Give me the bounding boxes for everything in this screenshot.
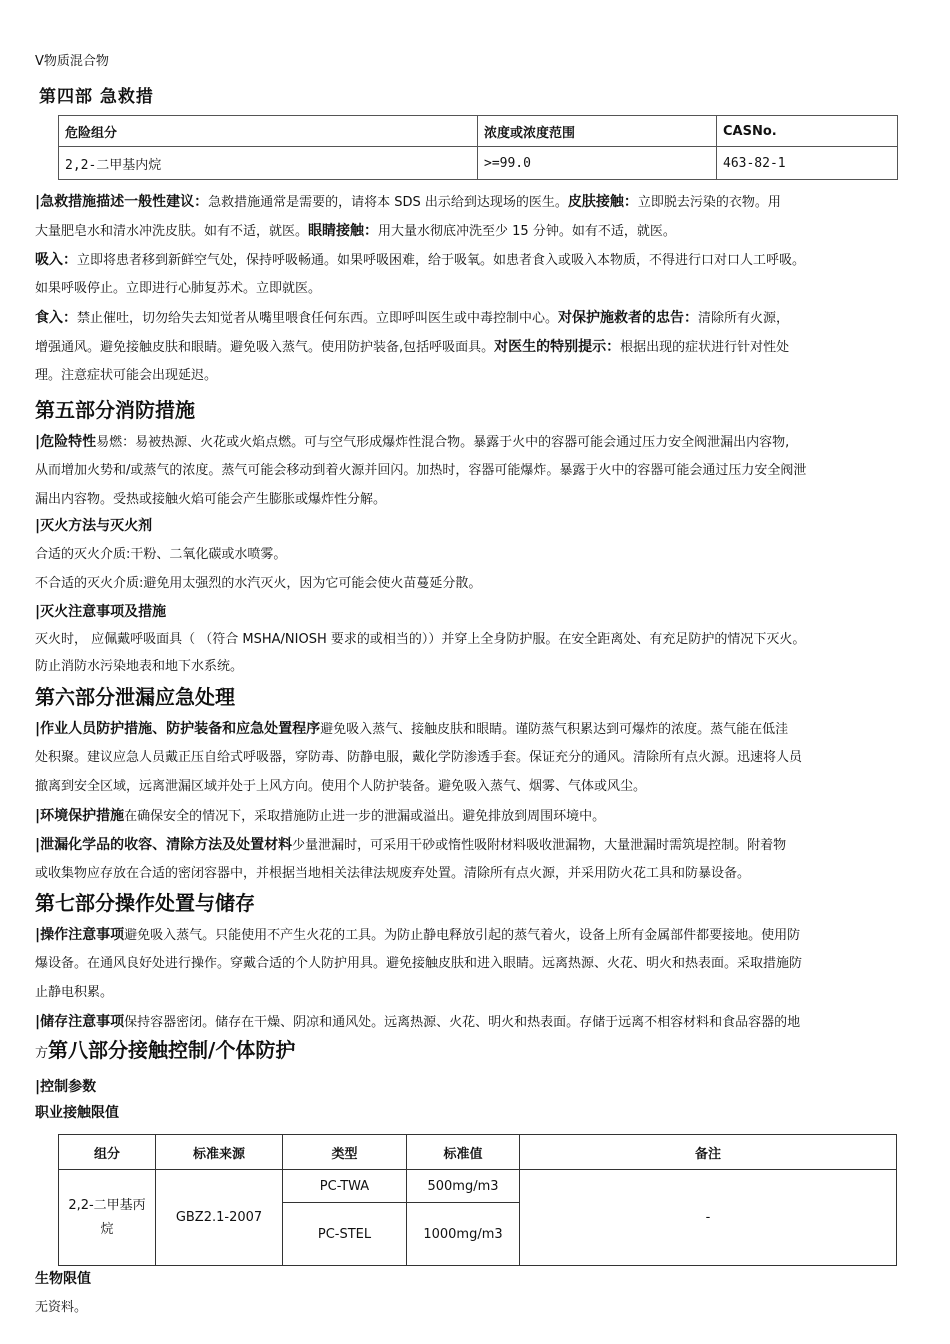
text-run: 爆设备。在通风良好处进行操作。穿戴合适的个人防护用具。避免接触皮肤和进入眼睛。远离热源、火花、明火和热表面。采取措施防	[35, 956, 803, 971]
paragraph-line	[35, 983, 113, 1003]
firefight-title: |灭火注意事项及措施	[35, 604, 167, 620]
table-row	[59, 1170, 897, 1203]
table-cell: 2,2-二甲基内烷	[59, 147, 478, 180]
text-run: 增强通风。避免接触皮肤和眼睛。避免吸入蒸气。使用防护装备,包括呼吸面具。	[35, 340, 495, 355]
text-run: 根据出现的症状进行针对性处	[620, 340, 790, 355]
text-run: 清除所有火源，	[698, 311, 790, 326]
part8-heading	[35, 1037, 295, 1064]
part8-title: 第八部分接触控制/个体防护	[48, 1038, 296, 1062]
paragraph-line	[35, 806, 605, 827]
text-run: 如果呼吸停止。立即进行心肺复苏术。立即就医。	[35, 281, 322, 296]
text-run: 漏出内容物。受热或接触火焰可能会产生膨胀或爆炸性分解。	[35, 492, 387, 507]
firefight-line: 防止消防水污染地表和地下水系统。	[35, 659, 244, 674]
table-header-row	[59, 1135, 897, 1170]
table-header-cell: 危险组分	[59, 116, 478, 147]
text-run: 急救措施通常是需要的，请将本 SDS 出示给到达现场的医生。	[208, 195, 568, 210]
paragraph-line	[35, 777, 646, 797]
part4-title: 第四部 急救措	[39, 87, 154, 107]
composition-table	[58, 115, 898, 180]
text-run: 处积聚。建议应急人员戴正压自给式呼吸器，穿防毒、防静电服，戴化学防渗透手套。保证充分的通风。清除所有点火源。迅速将人员	[35, 750, 803, 765]
text-run: 避免吸入蒸气、接触皮肤和眼睛。谨防蒸气积累达到可爆炸的浓度。蒸气能在低洼	[320, 722, 789, 737]
part8-prefix: 方	[35, 1046, 49, 1061]
table-header-cell: 类型	[283, 1135, 407, 1170]
table-header-cell: 标准值	[407, 1135, 520, 1170]
text-run: 禁止催吐，切勿给失去知觉者从嘴里喂食任何东西。立即呼叫医生或中毒控制中心。	[77, 311, 559, 326]
table-header-cell: CASNo.	[717, 116, 898, 147]
bold-label: 对医生的特别提示：	[494, 339, 621, 355]
table-header-cell: 组分	[59, 1135, 156, 1170]
bold-label: |急救措施描述一般性建议：	[35, 194, 209, 210]
table-cell: PC-TWA	[283, 1170, 407, 1203]
paragraph-line	[35, 366, 217, 386]
paragraph-line	[35, 337, 789, 358]
text-run: 大量肥皂水和清水冲洗皮肤。如有不适，就医。	[35, 224, 309, 239]
paragraph-line	[35, 221, 676, 242]
table-cell: >=99.0	[478, 147, 717, 180]
text-run: 理。注意症状可能会出现延迟。	[35, 368, 218, 383]
bold-label: 吸入：	[35, 252, 77, 268]
text-run: 易燃：易被热源、火花或火焰点燃。可与空气形成爆炸性混合物。暴露于火中的容器可能会通过压力安全阀泄漏出内容物,	[96, 435, 790, 450]
extinguish-line: 合适的灭火介质:干粉、二氧化碳或水喷雾。	[35, 547, 287, 562]
table-row	[59, 147, 898, 180]
text-run: 保持容器密闭。储存在干燥、阴凉和通风处。远离热源、火花、明火和热表面。存储于远离不相容材料和食品容器的地	[124, 1015, 801, 1030]
header-note: V物质混合物	[35, 54, 109, 69]
bold-label: |泄漏化学品的收容、清除方法及处置材料	[35, 837, 293, 853]
table-cell: 500mg/m3	[407, 1170, 520, 1203]
bio-text: 无资料。	[35, 1300, 88, 1315]
paragraph-line	[35, 954, 802, 974]
table-cell: 1000mg/m3	[407, 1203, 520, 1266]
bold-label: |储存注意事项	[35, 1014, 125, 1030]
table-header-row	[59, 116, 898, 147]
paragraph-line	[35, 748, 802, 768]
bold-label: 皮肤接触：	[567, 194, 638, 210]
table-header-cell: 备注	[520, 1135, 897, 1170]
table-cell-remark: -	[520, 1170, 897, 1266]
part5-title: 第五部分消防措施	[35, 398, 195, 422]
table-cell-component: 2,2-二甲基丙烷	[59, 1170, 156, 1266]
oel-title: 职业接触限值	[35, 1105, 119, 1121]
part7-title: 第七部分操作处置与储存	[35, 891, 255, 915]
table-cell-source: GBZ2.1-2007	[156, 1170, 283, 1266]
bold-label: 食入：	[35, 310, 77, 326]
paragraph-line	[35, 864, 750, 884]
bold-label: |操作注意事项	[35, 927, 125, 943]
text-run: 在确保安全的情况下，采取措施防止进一步的泄漏或溢出。避免排放到周围环境中。	[124, 809, 606, 824]
text-run: 止静电积累。	[35, 985, 114, 1000]
paragraph-line	[35, 250, 805, 271]
paragraph-line	[35, 279, 321, 299]
paragraph-line	[35, 432, 789, 453]
extinguish-line: 不合适的灭火介质:避免用太强烈的水汽灭火，因为它可能会使火苗蔓延分散。	[35, 576, 482, 591]
bold-label: 对保护施救者的忠告：	[558, 310, 699, 326]
table-header-cell: 标准来源	[156, 1135, 283, 1170]
paragraph-line	[35, 719, 788, 740]
text-run: 立即脱去污染的衣物。用	[637, 195, 781, 210]
text-run: 用大量水彻底冲洗至少 15 分钟。如有不适，就医。	[378, 224, 676, 239]
paragraph-line	[35, 1012, 800, 1033]
paragraph-line	[35, 490, 386, 510]
bio-title: 生物限值	[35, 1271, 91, 1287]
paragraph-line	[35, 925, 800, 946]
text-run: 立即将患者移到新鲜空气处，保持呼吸畅通。如果呼吸困难，给于吸氧。如患者食入或吸入本物质，不得进行口对口人工呼吸。	[77, 253, 806, 268]
control-title: |控制参数	[35, 1079, 97, 1095]
text-run: 或收集物应存放在合适的密闭容器中，并根据当地相关法律法规废弃处置。清除所有点火源，并采用防火花工具和防暴设备。	[35, 866, 751, 881]
bold-label: |作业人员防护措施、防护装备和应急处置程序	[35, 721, 321, 737]
text-run: 少量泄漏时，可采用干砂或惰性吸附材料吸收泄漏物，大量泄漏时需筑堤控制。附着物	[292, 838, 787, 853]
bold-label: 眼睛接触：	[308, 223, 379, 239]
table-header-cell: 浓度或浓度范围	[478, 116, 717, 147]
part6-title: 第六部分泄漏应急处理	[35, 685, 235, 709]
bold-label: |危险特性	[35, 434, 97, 450]
text-run: 从而增加火势和/或蒸气的浓度。蒸气可能会移动到着火源并回闪。加热时，容器可能爆炸。暴露于火中的容器可能会通过压力安全阀泄	[35, 463, 807, 478]
table-cell: PC-STEL	[283, 1203, 407, 1266]
firefight-line: 灭火时， 应佩戴呼吸面具（ （符合 MSHA/NIOSH 要求的或相当的））并穿上全身防护服。在安全距离处、有充足防护的情况下灭火。	[35, 632, 806, 647]
paragraph-line	[35, 461, 806, 481]
bold-label: |环境保护措施	[35, 808, 125, 824]
paragraph-line	[35, 835, 786, 856]
table-cell: 463-82-1	[717, 147, 898, 180]
text-run: 撤离到安全区域，远离泄漏区域并处于上风方向。使用个人防护装备。避免吸入蒸气、烟雾、气体或风尘。	[35, 779, 647, 794]
paragraph-line	[35, 308, 789, 329]
oel-table	[58, 1134, 897, 1266]
paragraph-line	[35, 192, 781, 213]
extinguish-title: |灭火方法与灭火剂	[35, 518, 153, 534]
text-run: 避免吸入蒸气。只能使用不产生火花的工具。为防止静电释放引起的蒸气着火，设备上所有金属部件都要接地。使用防	[124, 928, 801, 943]
